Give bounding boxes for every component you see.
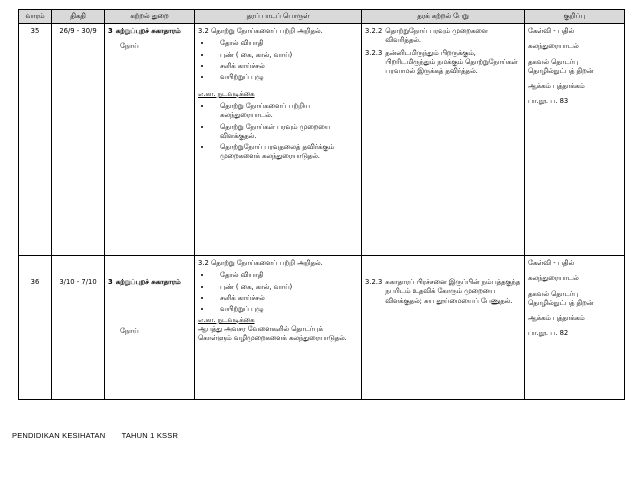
note-item: ஆக்கம் புத்தாக்கம் (528, 313, 585, 322)
outcome-text: தொற்றுநோய் பரவும் முறைகளை விவரித்தல். (385, 27, 488, 45)
note-item: கேள்வி - பதில் (528, 259, 575, 268)
outcome-item (365, 49, 521, 77)
header-learning-area: கற்றல் துறை (105, 10, 195, 24)
lesson-plan-table (18, 9, 625, 400)
outcome-number: 3.2.3 (365, 48, 383, 57)
footer-year: TAHUN 1 KSSR (121, 431, 179, 440)
note-item: கலந்துரையாடல் (528, 274, 579, 283)
note-item: கலந்துரையாடல் (528, 42, 579, 51)
note-item: பா.நூ. ப. 83 (528, 97, 569, 106)
outcome-item (365, 278, 521, 306)
area-subtopic: நோய் (120, 42, 139, 51)
example-list (198, 102, 358, 161)
header-learning-standard: தரக் கற்றல் பேறு (362, 10, 525, 24)
notes-cell (525, 24, 625, 256)
outcome-item (365, 27, 521, 45)
list-item: • சளிக் காய்ச்சல் (212, 62, 358, 71)
example-activity-label: எ.கா. நடவடிக்கை (198, 316, 255, 325)
header-week: வாரம் (19, 10, 52, 24)
learning-standard-cell (362, 256, 525, 400)
outcome-number: 3.2.3 (365, 278, 383, 287)
table-header-row (19, 10, 625, 24)
list-item: • தோல் வியாதி (212, 271, 358, 280)
content-list (198, 271, 358, 314)
list-item: • தொற்று நோய்களைப் பற்றிய கலந்துரையாடல். (212, 102, 358, 120)
table-row (19, 24, 625, 256)
list-item: • வயிற்றுப் புழு (212, 73, 358, 82)
outcome-text: தன்னிடமிருந்தும் பிறருக்கும், பிறரிடமிருந்தும் நமக்கும் தொற்றுநோய்கள் பரவாமல் இருக்கத் தவிர்த்தல். (385, 48, 518, 75)
list-item: • புண் ( கை, கால், வாய்) (212, 283, 358, 292)
table-row (19, 256, 625, 400)
list-item: • தோல் வியாதி (212, 39, 358, 48)
learning-area-cell (105, 24, 195, 256)
outcome-text: சுகாதாரப் பிரச்சனை இருப்பின் நம்பத்தகுந்த நபரிடம் உதவிக் கோரும் முறையை விளக்குதல்; சுய தூய்மையைப் பேணுதல். (385, 278, 521, 305)
list-item: • வயிற்றுப் புழு (212, 305, 358, 314)
note-item: கேள்வி - பதில் (528, 27, 575, 36)
notes-cell (525, 256, 625, 400)
outcome-number: 3.2.2 (365, 27, 383, 36)
list-item: • தொற்று நோய்கள் பரவும் முறையை விளக்குதல். (212, 123, 358, 141)
learning-area-cell (105, 256, 195, 400)
area-title: கற்றுப்புறச் சுகாதாரம் (115, 27, 181, 36)
area-number: 3 (108, 278, 113, 287)
content-intro: 3.2 தொற்று நோய்களைப் பற்றி அறிதல். (198, 259, 323, 268)
content-standard-cell (195, 24, 362, 256)
footer-subject: PENDIDIKAN KESIHATAN (12, 431, 106, 440)
list-item: • புண் ( கை, கால், வாய்) (212, 51, 358, 60)
content-intro: 3.2 தொற்று நோய்களைப் பற்றி அறிதல். (198, 27, 323, 36)
week-cell: 35 (19, 24, 52, 256)
learning-standard-cell (362, 24, 525, 256)
document-footer (12, 431, 178, 440)
area-title: கற்றுப்புறச் சுகாதாரம் (115, 278, 181, 287)
area-subtopic: நோய் (120, 327, 139, 336)
note-item: தகவல் தொடர்பு தொழில்நுட்பத் திறன் (528, 289, 594, 307)
header-notes: குறிப்பு (525, 10, 625, 24)
note-item: ஆக்கம் புத்தாக்கம் (528, 81, 585, 90)
list-item: • சளிக் காய்ச்சல் (212, 294, 358, 303)
week-cell: 36 (19, 256, 52, 400)
note-item: தகவல் தொடர்பு தொழில்நுட்பத் திறன் (528, 57, 594, 75)
header-content-standard: தரப் பாடப் பொருள் (195, 10, 362, 24)
example-activity-label: எ.கா. நடவடிக்கை (198, 90, 255, 99)
date-cell: 26/9 - 30/9 (52, 24, 105, 256)
header-date: திகதி (52, 10, 105, 24)
area-number: 3 (108, 27, 113, 36)
example-activity-text: ஆபத்து அவசர வேளைகளில் தொடர்புக் கொள்ளும் வழிமுறைகளைக் கலந்துரையாடுதல். (198, 325, 347, 343)
list-item: • தொற்றுநோய் பரவுதலைத் தவிர்க்கும் முறைகளைக் கலந்துரையாடுதல். (212, 143, 358, 161)
content-list (198, 39, 358, 82)
content-standard-cell (195, 256, 362, 400)
date-cell: 3/10 - 7/10 (52, 256, 105, 400)
note-item: பா.நூ. ப. 82 (528, 329, 569, 338)
